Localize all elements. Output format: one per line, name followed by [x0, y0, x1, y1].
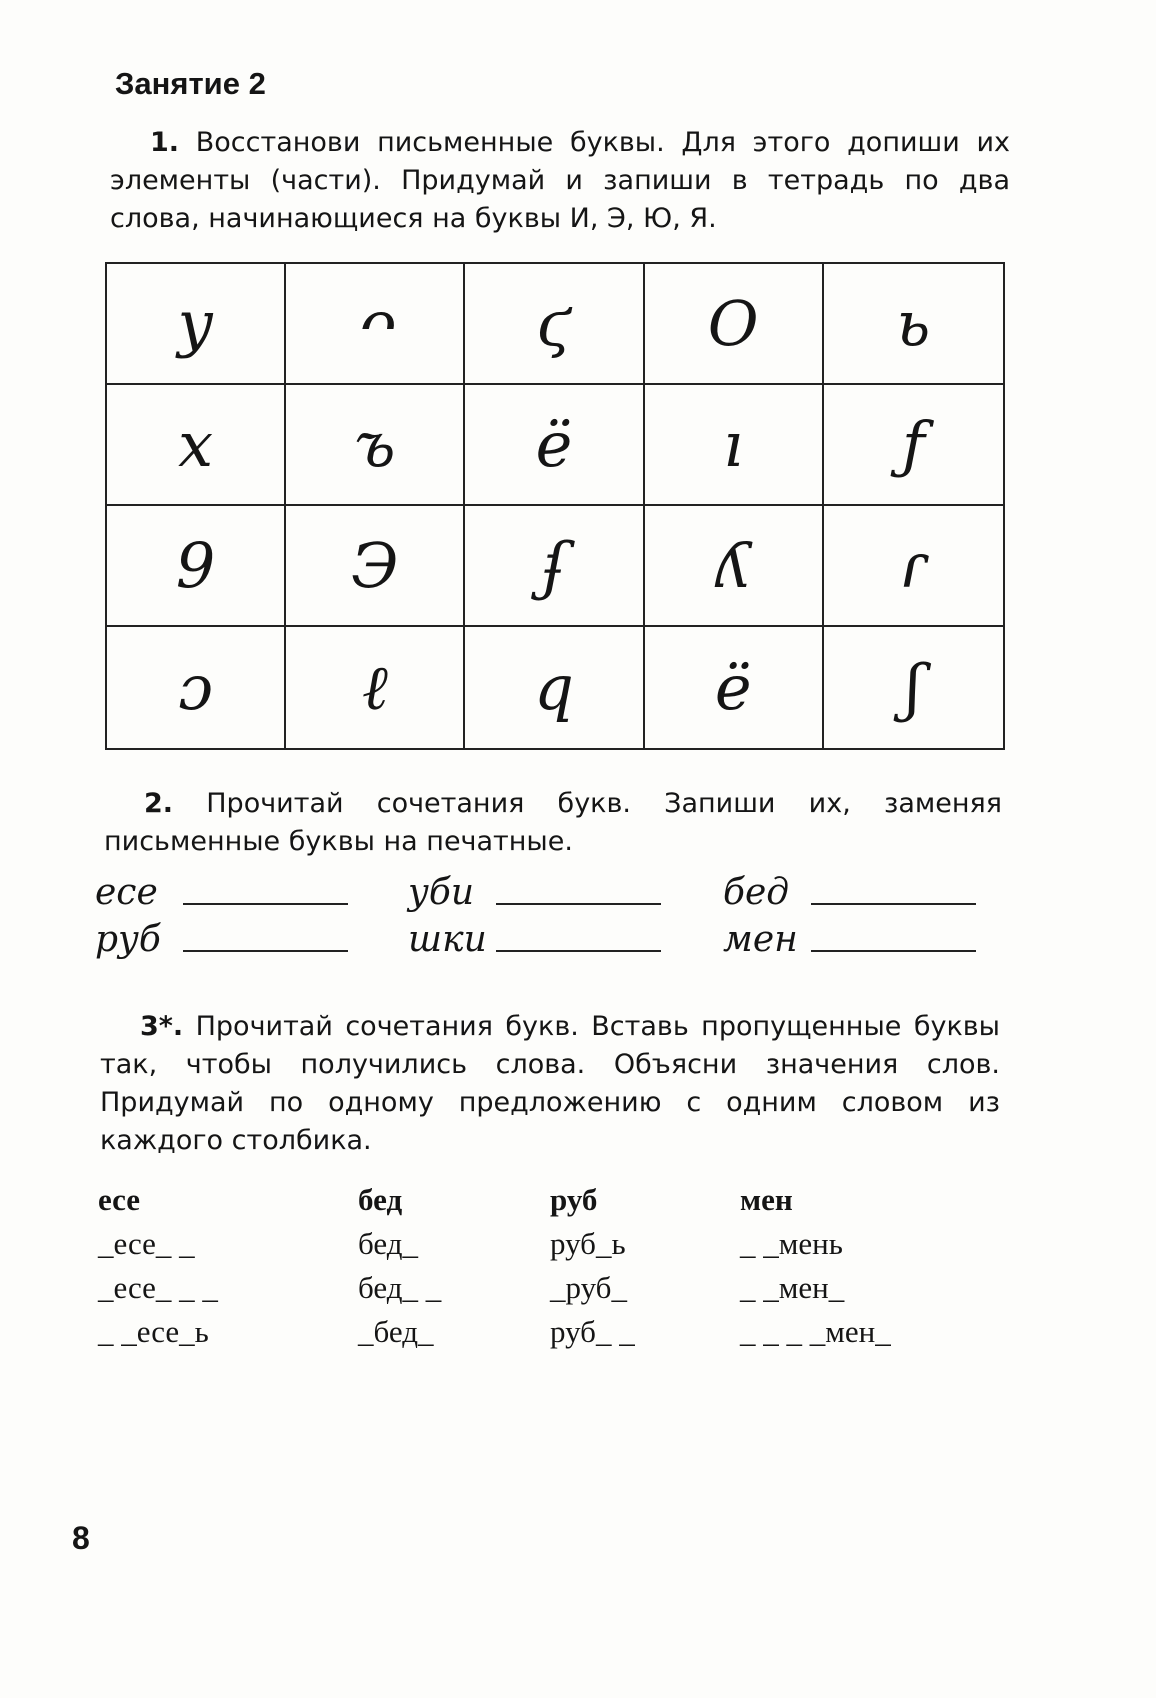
word-column-4 — [740, 1178, 891, 1354]
letter-grid — [105, 262, 1005, 750]
cursive-word: шки — [408, 919, 487, 960]
column-header: есе — [98, 1182, 141, 1217]
letter-cell: ƒ — [824, 385, 1003, 506]
lesson-title: Занятие 2 — [115, 66, 266, 101]
word-column-3 — [550, 1178, 635, 1354]
letter-cell: ᴖ — [286, 264, 465, 385]
column-header: бед — [358, 1182, 403, 1217]
answer-line[interactable] — [811, 950, 976, 952]
letter-cell: ℓ — [286, 627, 465, 748]
column-item: _ _мень — [740, 1226, 843, 1261]
cursive-word: руб — [95, 919, 161, 960]
letter-cell: ɔ — [107, 627, 286, 748]
answer-line[interactable] — [811, 903, 976, 905]
column-item: _есе_ _ _ — [98, 1270, 218, 1305]
letter-cell: ё — [645, 627, 824, 748]
column-item: руб_ь — [550, 1226, 626, 1261]
letter-cell: ɾ — [824, 506, 1003, 627]
task-2-text — [104, 785, 1002, 861]
column-item: _бед_ — [358, 1314, 434, 1349]
task-3-number: 3*. — [140, 1011, 184, 1042]
letter-cell: ʃ — [904, 651, 922, 724]
column-header: руб — [550, 1182, 598, 1217]
cursive-word: бед — [723, 872, 790, 913]
column-item: руб_ _ — [550, 1314, 635, 1349]
letter-cell: 9 — [107, 506, 286, 627]
column-item: _ _мен_ — [740, 1270, 845, 1305]
task-3-instructions: Прочитай сочетания букв. Вставь пропущенные буквы так, чтобы получились слова. Объясни значения слов. Придумай по одному предложению с одним словом из каждого столбика. — [100, 1011, 1000, 1156]
word-column-2 — [358, 1178, 441, 1354]
answer-line[interactable] — [496, 903, 661, 905]
answer-line[interactable] — [183, 950, 348, 952]
task-3-text — [100, 1008, 1000, 1160]
letter-cell: q — [465, 627, 644, 748]
page-number: 8 — [72, 1520, 90, 1556]
letter-cell: ʎ — [645, 506, 824, 627]
letter-cell: ı — [645, 385, 824, 506]
cursive-word: уби — [408, 872, 475, 913]
cursive-exercise — [95, 872, 976, 960]
letter-cell: ʄ — [465, 506, 644, 627]
cursive-word: ece — [95, 872, 158, 913]
answer-line[interactable] — [183, 903, 348, 905]
column-item: _ _есе_ь — [98, 1314, 209, 1349]
letter-cell: ъ — [286, 385, 465, 506]
letter-cell: ϛ — [465, 264, 644, 385]
letter-cell: О — [645, 264, 824, 385]
letter-cell: Э — [286, 506, 465, 627]
letter-cell: х — [107, 385, 286, 506]
word-column-1 — [98, 1178, 218, 1354]
column-item: бед_ _ — [358, 1270, 442, 1305]
task-2-instructions: Прочитай сочетания букв. Запиши их, заменяя письменные буквы на печатные. — [104, 788, 1002, 857]
column-header: мен — [740, 1182, 793, 1217]
task-1-number: 1. — [150, 127, 180, 158]
task-1-instructions: Восстанови письменные буквы. Для этого допиши их элементы (части). Придумай и запиши в тетрадь по два слова, начинающиеся на буквы И, Э, Ю, Я. — [110, 127, 1010, 234]
column-item: _есе_ _ — [98, 1226, 195, 1261]
letter-cell: у — [107, 264, 286, 385]
column-item: _руб_ — [550, 1270, 627, 1305]
answer-line[interactable] — [496, 950, 661, 952]
letter-cell: ё — [465, 385, 644, 506]
task-1-text — [110, 124, 1010, 238]
cursive-word: мен — [723, 919, 798, 960]
column-item: _ _ _ _мен_ — [740, 1314, 891, 1349]
task-2-number: 2. — [144, 788, 174, 819]
letter-cell: ь — [824, 264, 1003, 385]
column-item: бед_ — [358, 1226, 418, 1261]
